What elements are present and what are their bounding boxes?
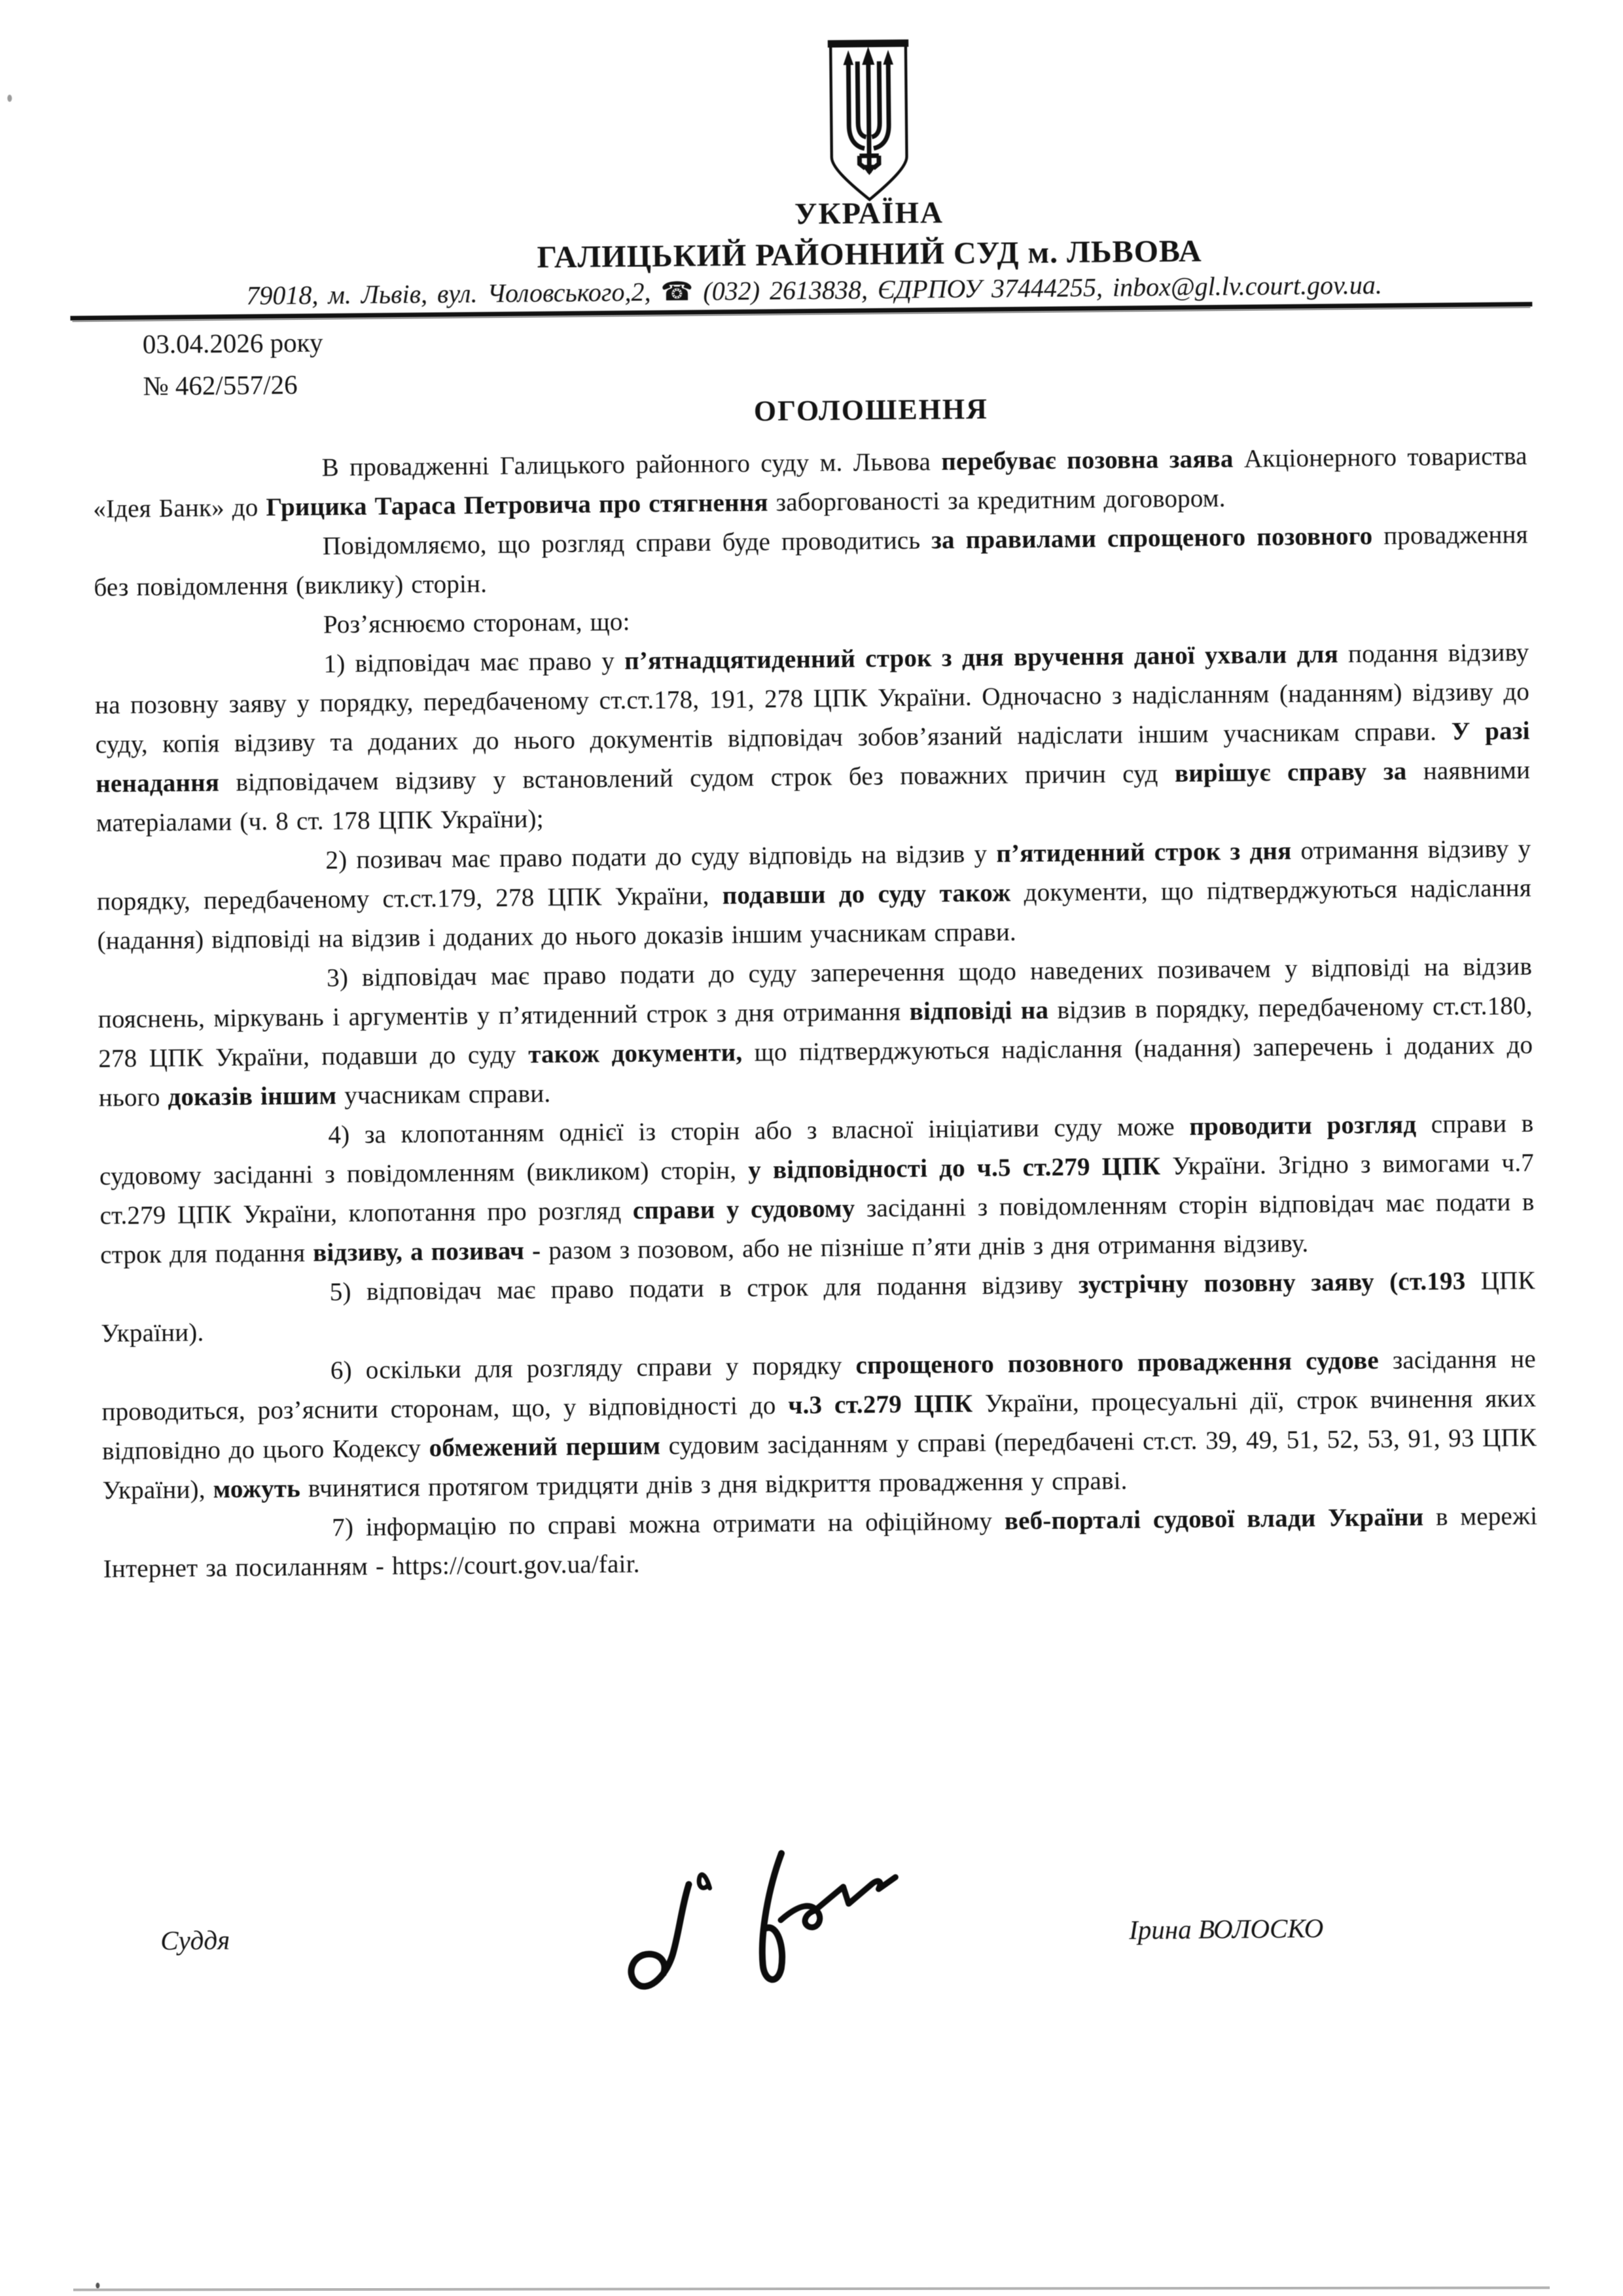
paragraph-3: Роз’яснюємо сторонам, що: [323,607,630,639]
paragraph-5: 2) позивач має право подати до суду відповідь на відзив у п’ятиденний строк з дня отримання відзиву у порядку, передбаченому ст.ст.179, 278 ЦПК України, подавши до суду також документи, що підтверджуються надіслання (надання) відповіді на відзив і доданих до нього доказів іншим учасникам справи. [96,834,1532,955]
scan-speck [96,2283,99,2289]
paragraph-8: 5) відповідач має право подати в строк для подання відзиву зустрічну позовну заяву (ст.193 ЦПК України). [101,1266,1535,1348]
paragraph-2: Повідомляємо, що розгляд справи буде проводитись за правилами спрощеного позовного провадження без повідомлення (виклику) сторін. [94,520,1528,602]
document-date: 03.04.2026 року [142,327,323,359]
paragraph-1: В провадженні Галицького районного суду м. Львова перебуває позовна заява Акціонерного товариства «Ідея Банк» до Грицика Тараса Петровича про стягнення заборгованості за кредитним договором. [93,442,1527,523]
address-text-1: 79018, м. Львів, вул. Чоловського,2, [246,277,661,311]
country-name: УКРАЇНА [794,196,944,232]
judge-name: Ірина ВОЛОСКО [1128,1913,1324,1945]
document-number: № 462/557/26 [143,369,298,401]
address-text-2: (032) 2613838, ЄДРПОУ 37444255, inbox@gl.lv.court.gov.ua. [693,270,1383,306]
paragraph-4: 1) відповідач має право у п’ятнадцятиденний строк з дня вручення даної ухвали для подання відзиву на позовну заяву у порядку, передбаченому ст.ст.178, 191, 278 ЦПК України. Одночасно з надісланням (наданням) відзиву до суду, копія відзиву та доданих до нього документів відповідач зобов’язаний надіслати іншим учасникам справи. У разі ненадання відповідачем відзиву у встановлений судом строк без поважних причин суд вирішує справу за наявними матеріалами (ч. 8 ст. 178 ЦПК України); [94,638,1531,838]
paragraph-9: 6) оскільки для розгляду справи у порядку спрощеного позовного провадження судове засідання не проводиться, роз’яснити сторонам, що, у відповідності до ч.3 ст.279 ЦПК України, процесуальні дії, строк вчинення яких відповідно до цього Кодексу обмежений першим судовим засіданням у справі (передбачені ст.ст. 39, 49, 51, 52, 53, 91, 93 ЦПК України), можуть вчинятися протягом тридцяти днів з дня відкриття провадження у справі. [101,1345,1537,1505]
paragraph-7: 4) за клопотанням однієї із сторін або з власної ініціативи суду може проводити розгляд справи в судовому засіданні з повідомленням (викликом) сторін, у відповідності до ч.5 ст.279 ЦПК України. Згідно з вимогами ч.7 ст.279 ЦПК України, клопотання про розгляд справи у судовому засіданні з повідомленням сторін відповідач має подати в строк для подання відзиву, а позивач - разом з позовом, або не пізніше п’яти днів з дня отримання відзиву. [99,1109,1535,1269]
signature-label: Суддя [160,1924,230,1956]
paragraph-6: 3) відповідач має право подати до суду заперечення щодо наведених позивачем у відповіді на відзив пояснень, міркувань і аргументів у п’ятиденний строк з дня отримання відповіді на відзив в порядку, передбаченому ст.ст.180, 278 ЦПК України, подавши до суду також документи, що підтверджуються надіслання (надання) заперечень і доданих до нього доказів іншим учасникам справи. [98,952,1533,1112]
page-title: ОГОЛОШЕННЯ [753,393,989,427]
body-paragraphs [92,436,1538,1589]
judge-signature-icon [610,1845,968,2009]
scan-speck [7,95,12,102]
ukraine-trident-emblem-icon [816,38,921,204]
court-name: ГАЛИЦЬКИЙ РАЙОННИЙ СУД м. ЛЬВОВА [537,234,1202,275]
telephone-icon: ☎ [660,276,694,308]
paragraph-10: 7) інформацію по справі можна отримати на офіційному веб-порталі судової влади України в мережі Інтернет за посиланням - https://court.gov.ua/fair. [103,1502,1538,1583]
